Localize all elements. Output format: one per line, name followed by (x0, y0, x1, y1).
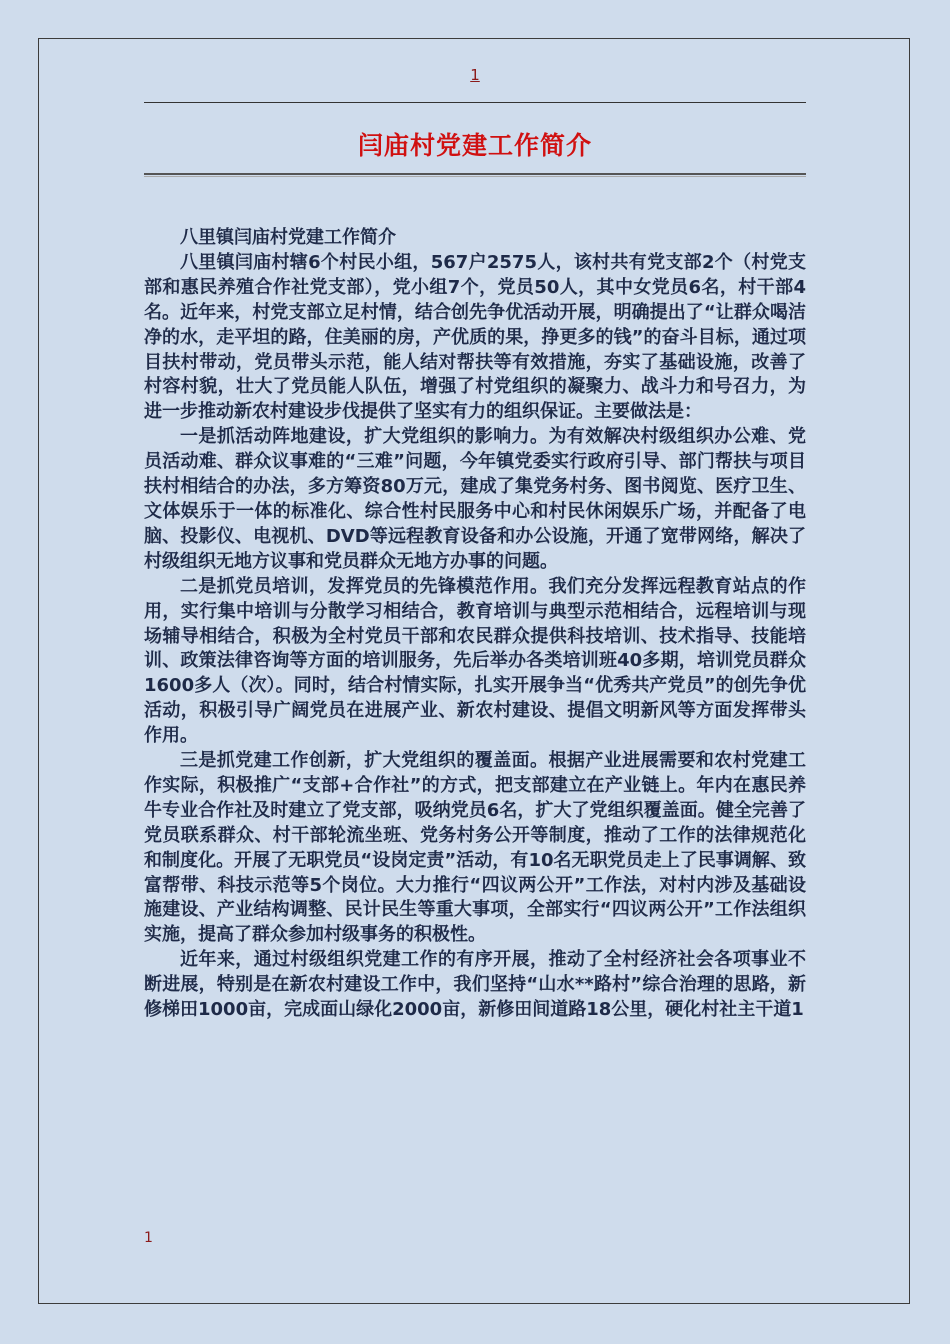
title-divider (144, 173, 806, 177)
paragraph-point-2: 二是抓党员培训，发挥党员的先锋模范作用。我们充分发挥远程教育站点的作用，实行集中培训与分散学习相结合，教育培训与典型示范相结合，远程培训与现场辅导相结合，积极为全村党员干部和农民群众提供科技培训、技术指导、技能培训、政策法律咨询等方面的培训服务，先后举办各类培训班40多期，培训党员群众1600多人（次）。同时，结合村情实际，扎实开展争当“优秀共产党员”的创先争优活动，积极引导广阔党员在进展产业、新农村建设、提倡文明新风等方面发挥带头作用。 (144, 575, 806, 747)
header-divider (144, 102, 806, 103)
document-body (144, 226, 806, 1023)
paragraph-point-1: 一是抓活动阵地建设，扩大党组织的影响力。为有效解决村级组织办公难、党员活动难、群众议事难的“三难”问题，今年镇党委实行政府引导、部门帮扶与项目扶村相结合的办法，多方筹资80万元，建成了集党务村务、图书阅览、医疗卫生、文体娱乐于一体的标准化、综合性村民服务中心和村民休闲娱乐广场，并配备了电脑、投影仪、电视机、DVD等远程教育设备和办公设施，开通了宽带网络，解决了村级组织无地方议事和党员群众无地方办事的问题。 (144, 426, 806, 572)
footer-page-number: 1 (144, 1230, 153, 1246)
header-page-number: 1 (470, 66, 480, 84)
paragraph-intro: 八里镇闫庙村辖6个村民小组，567户2575人，该村共有党支部2个（村党支部和惠民养殖合作社党支部），党小组7个，党员50人，其中女党员6名，村干部4名。近年来，村党支部立足村情，结合创先争优活动开展，明确提出了“让群众喝洁净的水，走平坦的路，住美丽的房，产优质的果，挣更多的钱”的奋斗目标，通过项目扶村带动，党员带头示范，能人结对帮扶等有效措施，夯实了基础设施，改善了村容村貌，壮大了党员能人队伍，增强了村党组织的凝聚力、战斗力和号召力，为进一步推动新农村建设步伐提供了坚实有力的组织保证。主要做法是： (144, 251, 806, 423)
paragraph-conclusion: 近年来，通过村级组织党建工作的有序开展，推动了全村经济社会各项事业不断进展，特别是在新农村建设工作中，我们坚持“山水**路村”综合治理的思路，新修梯田1000亩，完成面山绿化2000亩，新修田间道路18公里，硬化村社主干道1 (144, 949, 806, 1021)
paragraph-point-3: 三是抓党建工作创新，扩大党组织的覆盖面。根据产业进展需要和农村党建工作实际，积极推广“支部+合作社”的方式，把支部建立在产业链上。年内在惠民养牛专业合作社及时建立了党支部，吸纳党员6名，扩大了党组织覆盖面。健全完善了党员联系群众、村干部轮流坐班、党务村务公开等制度，推动了工作的法律规范化和制度化。开展了无职党员“设岗定责”活动，有10名无职党员走上了民事调解、致富帮带、科技示范等5个岗位。大力推行“四议两公开”工作法，对村内涉及基础设施建设、产业结构调整、民计民生等重大事项，全部实行“四议两公开”工作法组织实施，提高了群众参加村级事务的积极性。 (144, 750, 806, 946)
paragraph-subtitle: 八里镇闫庙村党建工作简介 (180, 227, 396, 248)
document-title: 闫庙村党建工作简介 (357, 131, 592, 160)
